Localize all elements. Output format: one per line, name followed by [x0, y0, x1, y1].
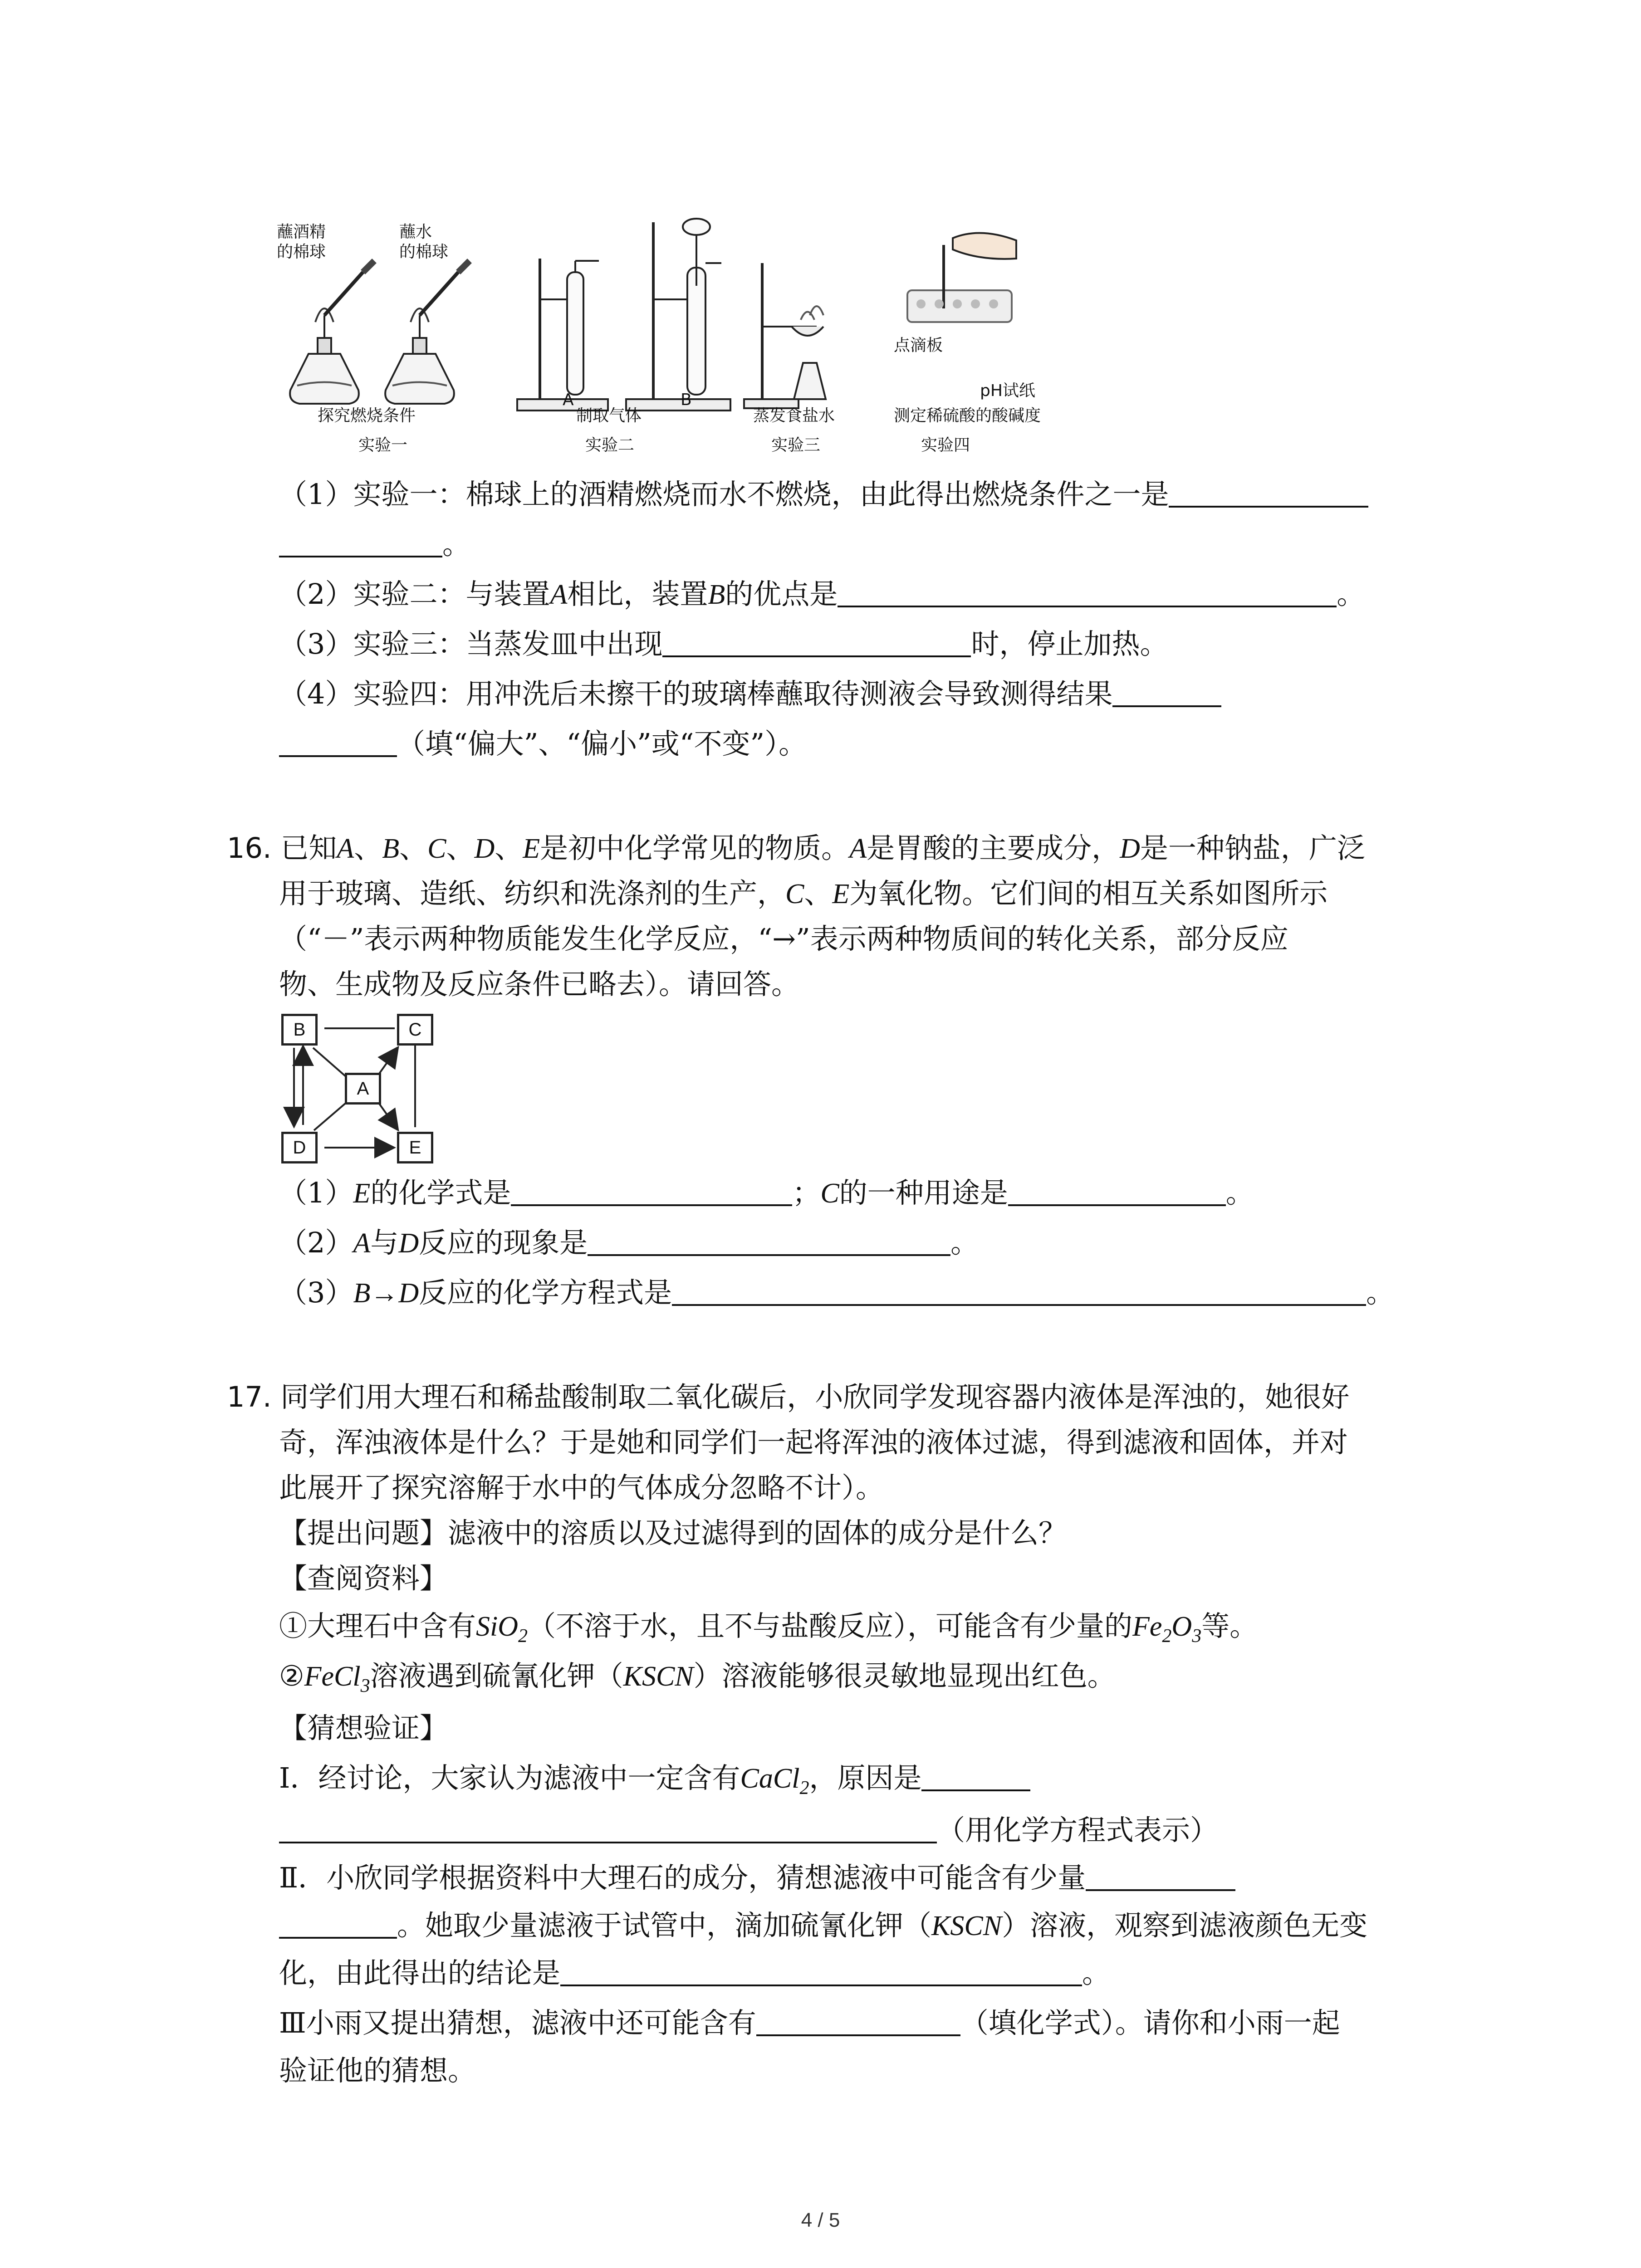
exp3-caption: 蒸发食盐水 [753, 406, 835, 425]
q16-s2: （2）A与D反应的现象是 。 [279, 1226, 979, 1259]
answer-blank[interactable] [1169, 479, 1368, 508]
q15-s1: （1）实验一：棉球上的酒精燃烧而水不燃烧，由此得出燃烧条件之一是 [279, 476, 1368, 513]
q17-line6: ①大理石中含有SiO$_2$（不溶于水，且不与盐酸反应），可能含有少量的$Fe_2O_3$等。 [279, 1609, 1258, 1647]
q15-s2: （2）实验二：与装置A相比，装置B的优点是 。 [279, 577, 1365, 611]
q15-s4: （4）实验四：用冲洗后未擦干的玻璃棒蘸取待测液会导致测得结果 [279, 676, 1221, 712]
exp2-name: 实验二 [585, 436, 635, 455]
q17-line9: Ⅰ．经讨论，大家认为滤液中一定含有CaCl$_2$，原因是 [279, 1760, 1030, 1797]
q17-line4: 【提出问题】滤液中的溶质以及过滤得到的固体的成分是什么？ [279, 1516, 1067, 1549]
q15-s3: （3）实验三：当蒸发皿中出现 时，停止加热。 [279, 627, 1168, 660]
q17-line10: （用化学方程式表示） [279, 1812, 1218, 1848]
exp2-caption: 制取气体 [576, 406, 642, 425]
node-e: E [397, 1132, 433, 1163]
answer-blank[interactable] [279, 728, 397, 757]
answer-blank[interactable] [838, 578, 1337, 607]
exp1-caption: 探究燃烧条件 [318, 406, 416, 425]
answer-blank[interactable] [1086, 1862, 1235, 1891]
q16-line1: 16. 已知A、B、C、D、E是初中化学常见的物质。A是胃酸的主要成分，D是一种钠盐，广泛 [227, 831, 1365, 865]
answer-blank[interactable] [672, 1277, 1366, 1306]
answer-blank[interactable] [279, 1910, 397, 1939]
q17-line3: 此展开了探究溶解于水中的气体成分忽略不计）。 [279, 1471, 884, 1504]
q17-line5: 【查阅资料】 [279, 1562, 448, 1595]
exp1-label-water: 蘸水 的棉球 [399, 223, 449, 261]
page-number: 4 / 5 [801, 2209, 840, 2231]
exp1-name: 实验一 [358, 436, 408, 455]
q17-line1: 17. 同学们用大理石和稀盐酸制取二氧化碳后，小欣同学发现容器内液体是浑浊的，她很好 [227, 1380, 1350, 1413]
node-c: C [397, 1014, 433, 1046]
answer-blank[interactable] [756, 2007, 960, 2036]
answer-blank[interactable] [921, 1762, 1030, 1791]
answer-blank[interactable] [560, 1957, 1082, 1986]
exp4-name: 实验四 [921, 436, 970, 455]
q16-s1: （1）E的化学式是 ；C的一种用途是 。 [279, 1176, 1254, 1209]
exp3-name: 实验三 [771, 436, 821, 455]
q16-line3: （“－”表示两种物质能发生化学反应，“→”表示两种物质间的转化关系，部分反应 [279, 922, 1288, 955]
q17-line8: 【猜想验证】 [279, 1711, 448, 1745]
q17-line15: 验证他的猜想。 [279, 2054, 476, 2087]
q15-s1-cont: 。 [279, 526, 470, 562]
answer-blank[interactable] [279, 528, 442, 557]
q17-line2: 奇，浑浊液体是什么？于是她和同学们一起将浑浊的液体过滤，得到滤液和固体，并对 [279, 1426, 1348, 1459]
answer-blank[interactable] [511, 1177, 792, 1206]
q16-line4: 物、生成物及反应条件已略去）。请回答。 [279, 968, 800, 1001]
q16-line2: 用于玻璃、造纸、纺织和洗涤剂的生产，C、E为氧化物。它们间的相互关系如图所示 [279, 877, 1328, 910]
exp4-caption: 测定稀硫酸的酸碱度 [894, 406, 1041, 425]
node-d: D [281, 1132, 318, 1163]
exp2-label-a: A [563, 391, 574, 409]
q17-line11: Ⅱ．小欣同学根据资料中大理石的成分，猜想滤液中可能含有少量 [279, 1860, 1235, 1896]
q17-line7: ②FeCl$_3$溶液遇到硫氰化钾（KSCN）溶液能够很灵敏地显现出红色。 [279, 1659, 1116, 1696]
q17-line13: 化，由此得出的结论是 。 [279, 1956, 1111, 1989]
answer-blank[interactable] [279, 1814, 937, 1843]
relation-diagram [281, 1012, 445, 1161]
q17-line12: 。她取少量滤液于试管中，滴加硫氰化钾（KSCN）溶液，观察到滤液颜色无变 [279, 1907, 1367, 1944]
exp2-label-b: B [681, 391, 692, 409]
answer-blank[interactable] [588, 1227, 950, 1256]
q16-s3: （3）B→D反应的化学方程式是 。 [279, 1276, 1395, 1309]
answer-blank[interactable] [1112, 678, 1221, 707]
answer-blank[interactable] [1008, 1177, 1226, 1206]
experiment-figure [272, 218, 1089, 472]
node-b: B [281, 1014, 318, 1046]
exp1-label-alcohol: 蘸酒精 的棉球 [277, 223, 326, 261]
exp4-label-plate: 点滴板 [894, 336, 943, 355]
exp4-label-paper: pH试纸 [980, 381, 1035, 400]
answer-blank[interactable] [662, 628, 971, 657]
node-a: A [345, 1073, 381, 1105]
q17-line14: Ⅲ小雨又提出猜想，滤液中还可能含有 （填化学式）。请你和小雨一起 [279, 2006, 1340, 2039]
q15-s4-cont: （填“偏大”、“偏小”或“不变”）。 [279, 726, 807, 762]
